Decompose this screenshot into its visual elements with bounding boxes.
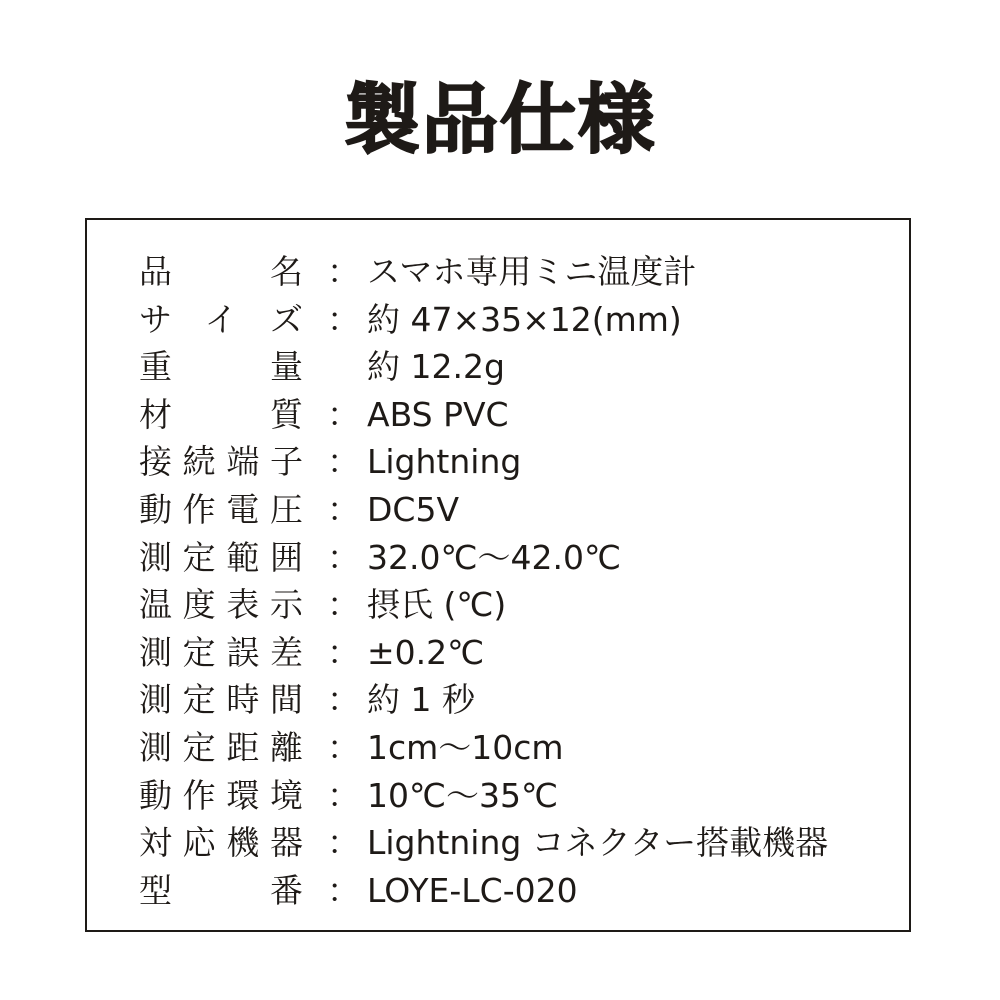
spec-label-char: 名 [270,252,303,291]
spec-label-char: 定 [182,680,216,720]
spec-row [139,248,899,296]
spec-row [139,486,899,534]
spec-value: Lightning [367,442,522,482]
spec-label [139,391,303,439]
spec-row [139,724,899,772]
spec-list [139,248,899,914]
spec-colon: ： [327,299,360,339]
spec-label-char: 応 [182,823,216,863]
spec-label-char: 子 [269,442,303,482]
spec-label-char: 間 [269,680,303,720]
spec-label [139,486,303,534]
spec-label-char: 材 [139,394,172,434]
spec-label-char: 圧 [269,489,303,529]
spec-value: 約 1 秒 [367,680,475,720]
spec-label-char: 量 [270,347,303,387]
spec-row [139,629,899,677]
spec-label-char: 測 [139,537,172,577]
spec-label [139,772,303,820]
spec-label-char: 機 [226,823,260,863]
spec-label [139,296,303,344]
spec-colon: ： [327,489,360,529]
spec-label-char: 示 [269,585,303,625]
spec-label [139,343,303,391]
spec-row [139,819,899,867]
spec-colon: ： [327,823,360,863]
spec-row [139,581,899,629]
spec-row [139,676,899,724]
spec-label-char: 測 [139,727,172,767]
spec-label [139,724,303,772]
spec-label-char: 誤 [226,632,260,672]
spec-row [139,343,899,391]
spec-colon: ： [327,442,360,482]
spec-colon: ： [327,585,360,625]
spec-label-char: 定 [182,632,216,672]
spec-value: 約 47×35×12(mm) [367,299,682,339]
spec-label-char: サ [139,299,172,339]
spec-row [139,772,899,820]
spec-label [139,581,303,629]
spec-value: LOYE-LC-020 [367,870,578,910]
spec-label-char: 温 [139,585,172,625]
spec-label-char: 表 [226,585,260,625]
spec-value: 摂氏 (℃) [367,585,507,625]
spec-colon: ： [327,775,360,815]
spec-label-char: 続 [182,442,216,482]
spec-row [139,438,899,486]
spec-label-char: 器 [269,823,303,863]
spec-label-char: 対 [139,823,172,863]
spec-value: DC5V [367,489,460,529]
spec-table [85,218,911,932]
spec-colon: ： [327,537,360,577]
spec-row [139,867,899,915]
spec-label-char: 測 [139,632,172,672]
spec-label-char: 型 [139,870,172,910]
spec-label-char: 範 [226,537,260,577]
spec-label-char: 定 [182,537,216,577]
spec-colon: ： [327,394,360,434]
spec-row [139,534,899,582]
spec-label-char: 端 [226,442,260,482]
spec-label-char: 重 [139,347,172,387]
spec-label-char: 動 [139,775,172,815]
spec-label [139,438,303,486]
spec-value: 32.0℃〜42.0℃ [367,537,622,577]
spec-label [139,534,303,582]
spec-label [139,676,303,724]
spec-label-char: 測 [139,680,172,720]
spec-label-char: 番 [270,870,303,910]
spec-colon: ： [327,680,360,720]
spec-label-char: 離 [269,727,303,767]
spec-value: 1cm〜10cm [367,727,564,767]
spec-label-char: 囲 [269,537,303,577]
spec-label-char: 質 [270,394,303,434]
spec-label [139,867,303,915]
spec-label [139,819,303,867]
spec-colon: ： [327,870,360,910]
spec-value: 10℃〜35℃ [367,775,559,815]
spec-value: ±0.2℃ [367,632,485,672]
spec-label-char: 接 [139,442,172,482]
spec-value: Lightning コネクター搭載機器 [367,823,829,863]
spec-value: 約 12.2g [367,347,505,387]
spec-label-char: 品 [139,252,172,291]
spec-label-char: 環 [226,775,260,815]
spec-label-char: 時 [226,680,260,720]
spec-label [139,629,303,677]
spec-label-char: 差 [269,632,303,672]
spec-label-char: 距 [226,727,260,767]
spec-label [139,248,303,296]
spec-label-char: 動 [139,489,172,529]
spec-label-char: ズ [270,299,303,339]
spec-value: ABS PVC [367,394,509,434]
spec-label-char: 作 [182,775,216,815]
spec-label-char: 定 [182,727,216,767]
spec-value: スマホ専用ミニ温度計 [367,252,697,291]
spec-colon: ： [327,632,360,672]
spec-colon: ： [327,727,360,767]
spec-label-char: 境 [269,775,303,815]
spec-row [139,296,899,344]
spec-colon: ： [327,252,360,291]
page-title: 製品仕様 [344,75,656,164]
spec-label-char: 作 [182,489,216,529]
spec-row [139,391,899,439]
spec-label-char: 電 [226,489,260,529]
spec-label-char: イ [204,299,238,339]
spec-label-char: 度 [182,585,216,625]
